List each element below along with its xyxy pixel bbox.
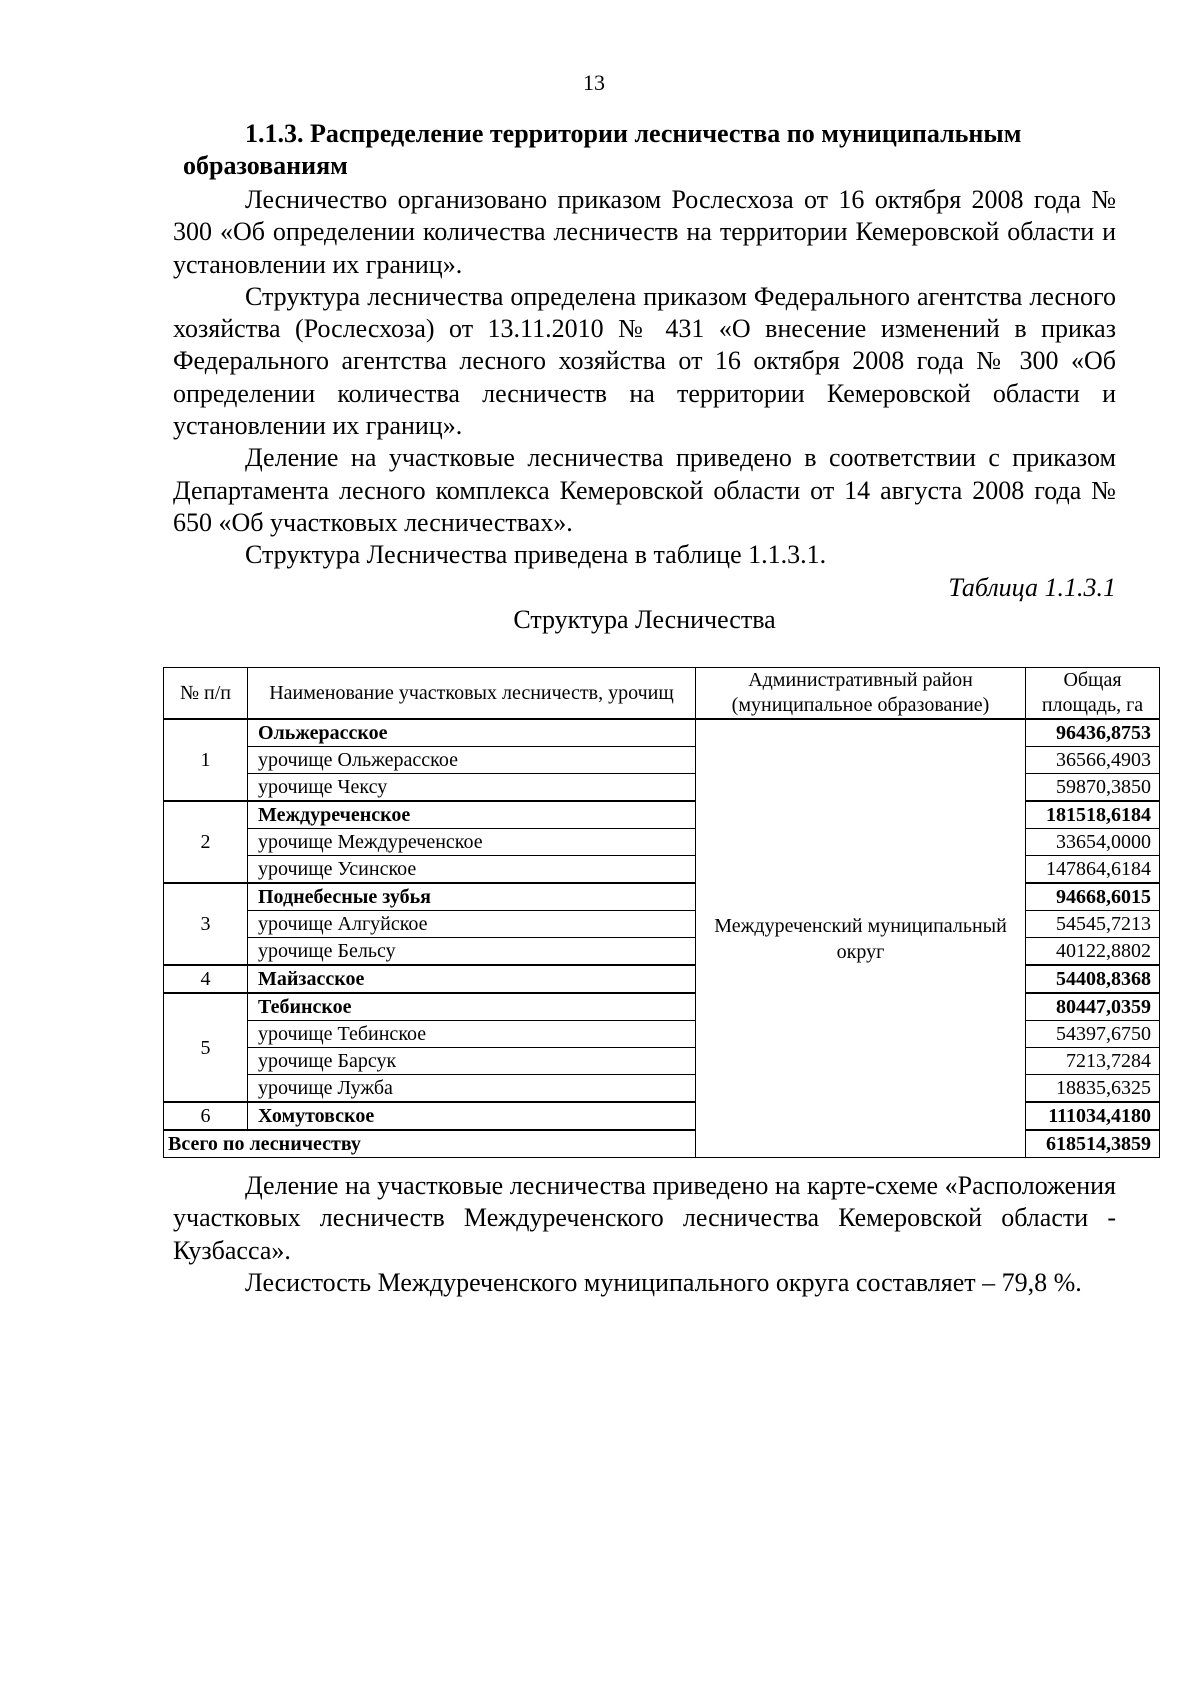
page-number: 13 xyxy=(583,70,605,95)
area-value: 96436,8753 xyxy=(1026,719,1160,747)
area-value: 80447,0359 xyxy=(1026,993,1160,1021)
tract-name: урочище Барсук xyxy=(248,1048,696,1075)
header-name: Наименование участковых лесничеств, урочищ xyxy=(248,668,696,720)
area-value: 147864,6184 xyxy=(1026,856,1160,884)
forestry-name: Майзасское xyxy=(248,965,696,993)
group-number: 3 xyxy=(164,883,248,965)
area-value: 181518,6184 xyxy=(1026,801,1160,829)
group-number: 4 xyxy=(164,965,248,993)
forestry-name: Поднебесные зубья xyxy=(248,883,696,911)
forestry-name: Междуреченское xyxy=(248,801,696,829)
forestry-name: Хомутовское xyxy=(248,1102,696,1130)
area-value: 59870,3850 xyxy=(1026,774,1160,802)
area-value: 54545,7213 xyxy=(1026,911,1160,938)
forestry-structure-table xyxy=(163,667,1151,1158)
area-value: 36566,4903 xyxy=(1026,747,1160,774)
forestry-name: Тебинское xyxy=(248,993,696,1021)
area-value: 18835,6325 xyxy=(1026,1075,1160,1103)
tract-name: урочище Усинское xyxy=(248,856,696,884)
tract-name: урочище Тебинское xyxy=(248,1021,696,1048)
tract-name: урочище Междуреченское xyxy=(248,829,696,856)
group-number: 5 xyxy=(164,993,248,1102)
paragraph: Структура лесничества определена приказом Федерального агентства лесного хозяйства (Рослесхоза) от 13.11.2010 № 431 «О внесение изменений в приказ Федерального агентства лесного хозяйства от 16 октября 2008 года № 300 «Об определении количества лесничеств на территории Кемеровской области и установлении их границ». xyxy=(173,281,1116,441)
district-cell: Междуреченский муниципальный округ xyxy=(696,719,1026,1158)
table-header-row xyxy=(164,668,1160,720)
group-number: 6 xyxy=(164,1102,248,1130)
table-row xyxy=(164,719,1160,747)
tract-name: урочище Лужба xyxy=(248,1075,696,1103)
closing-paragraphs xyxy=(173,1170,1116,1299)
area-value: 54397,6750 xyxy=(1026,1021,1160,1048)
paragraph: Лесистость Междуреченского муниципального округа составляет – 79,8 %. xyxy=(245,1267,1082,1297)
section-heading-line2: образованиям xyxy=(183,151,348,180)
paragraph: Деление на участковые лесничества приведено в соответствии с приказом Департамента лесного комплекса Кемеровской области от 14 августа 2008 года № 650 «Об участковых лесничествах». xyxy=(173,443,1116,537)
paragraph: Лесничество организовано приказом Рослесхоза от 16 октября 2008 года № 300 «Об определении количества лесничеств на территории Кемеровской области и установлении их границ». xyxy=(173,185,1116,279)
group-number: 2 xyxy=(164,801,248,883)
header-district: Административный район (муниципальное образование) xyxy=(696,668,1026,720)
area-value: 94668,6015 xyxy=(1026,883,1160,911)
tract-name: урочище Алгуйское xyxy=(248,911,696,938)
paragraph: Структура Лесничества приведена в таблице 1.1.3.1. xyxy=(245,540,827,570)
intro-paragraphs xyxy=(173,184,1116,572)
forestry-name: Ольжерасское xyxy=(248,719,696,747)
total-area-value: 618514,3859 xyxy=(1026,1130,1160,1158)
structure-table xyxy=(163,667,1160,1158)
table-title: Структура Лесничества xyxy=(513,605,776,634)
section-heading xyxy=(173,118,1116,182)
group-number: 1 xyxy=(164,719,248,801)
tract-name: урочище Ольжерасское xyxy=(248,747,696,774)
header-area: Общая площадь, га xyxy=(1026,668,1160,720)
header-num: № п/п xyxy=(164,668,248,720)
tract-name: урочище Чексу xyxy=(248,774,696,802)
area-value: 7213,7284 xyxy=(1026,1048,1160,1075)
table-total-row xyxy=(164,1130,1160,1158)
total-label: Всего по лесничеству xyxy=(164,1130,1026,1158)
table-label: Таблица 1.1.3.1 xyxy=(948,573,1116,602)
area-value: 40122,8802 xyxy=(1026,938,1160,966)
area-value: 111034,4180 xyxy=(1026,1102,1160,1130)
area-value: 33654,0000 xyxy=(1026,829,1160,856)
section-heading-line1: 1.1.3. Распределение территории лесничества по муниципальным xyxy=(245,119,1022,148)
paragraph: Деление на участковые лесничества приведено на карте-схеме «Расположения участковых лесничеств Междуреченского лесничества Кемеровской области - Кузбасса». xyxy=(173,1171,1116,1265)
tract-name: урочище Бельсу xyxy=(248,938,696,966)
area-value: 54408,8368 xyxy=(1026,965,1160,993)
